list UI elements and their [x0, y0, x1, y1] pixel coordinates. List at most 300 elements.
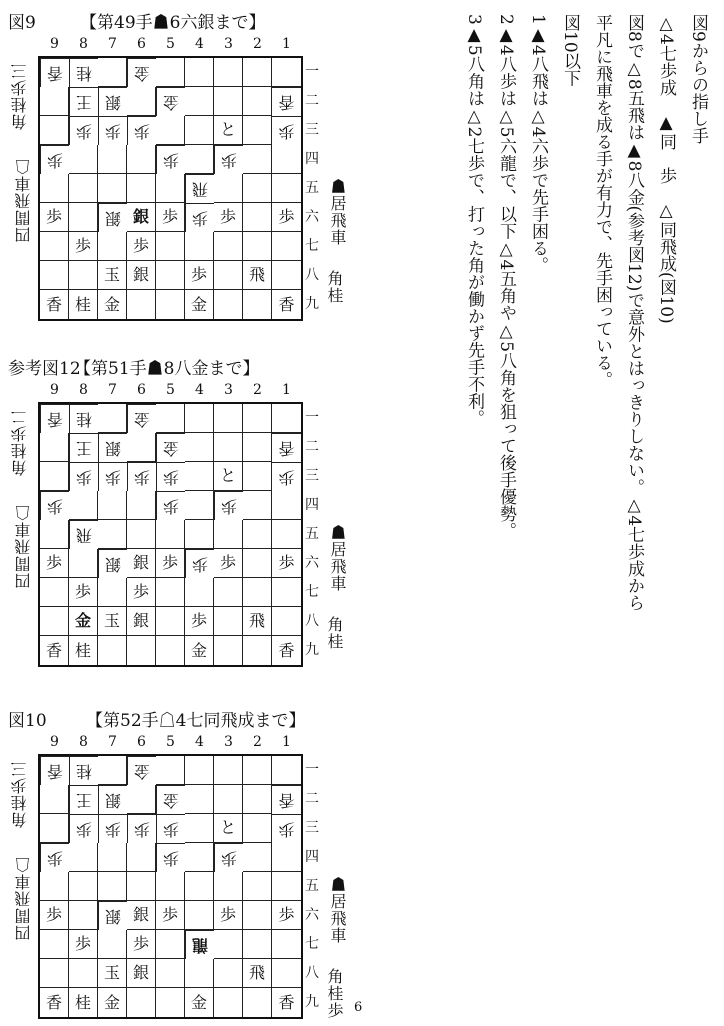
board-square [185, 462, 214, 491]
board-square [185, 145, 214, 174]
board-square [243, 491, 272, 520]
board-square [185, 58, 214, 87]
file-label: 7 [108, 36, 117, 52]
board-square [272, 58, 301, 87]
shogi-piece: 金 [156, 87, 185, 116]
file-label: 2 [253, 734, 262, 750]
gote-hand: 角桂歩三 [10, 62, 29, 130]
board-square [98, 404, 127, 433]
shogi-piece: 歩 [214, 145, 243, 174]
board-square [69, 145, 98, 174]
file-label: 8 [79, 36, 88, 52]
commentary-paragraph: 図8で△8五飛は▲8八金(参考図12)で意外とはっきりしない。△4七歩成から [624, 14, 644, 612]
diagram-label: 参考図12 [8, 359, 81, 379]
shogi-piece: 桂 [69, 404, 98, 433]
shogi-piece: 銀 [127, 607, 156, 636]
board-square [40, 520, 69, 549]
commentary-heading: 図9からの指し手 [688, 14, 708, 144]
shogi-piece: 香 [278, 640, 295, 660]
rank-label: 二 [305, 791, 319, 807]
rank-label: 三 [305, 122, 319, 138]
shogi-piece: 歩 [185, 549, 214, 578]
shogi-piece: 歩 [69, 814, 98, 843]
shogi-piece: 香 [272, 785, 301, 814]
board-square [185, 232, 214, 261]
board-square [243, 872, 272, 901]
file-label: 6 [137, 36, 146, 52]
board-square [69, 261, 98, 290]
board-square [156, 58, 185, 87]
shogi-piece: 金 [185, 636, 214, 665]
board-square [243, 520, 272, 549]
board-square [127, 988, 156, 1017]
commentary-text [458, 14, 714, 974]
shogi-piece: 歩 [156, 901, 185, 930]
board-square [156, 872, 185, 901]
shogi-piece: 銀 [98, 433, 127, 462]
board-square [156, 578, 185, 607]
board-square [156, 261, 185, 290]
shogi-piece: 銀 [98, 901, 127, 930]
shogi-piece: 桂 [69, 58, 98, 87]
gote-hand: 角桂歩三 [10, 760, 29, 828]
board-square [185, 433, 214, 462]
rank-label: 一 [305, 762, 319, 778]
file-label: 8 [79, 382, 88, 398]
rank-label: 九 [305, 994, 319, 1010]
board-square [69, 843, 98, 872]
shogi-piece: 歩 [69, 930, 98, 959]
shogi-piece: 飛 [69, 520, 98, 549]
shogi-piece: 歩 [272, 549, 301, 578]
board-square [272, 520, 301, 549]
board-square [69, 549, 98, 578]
board-square [40, 462, 69, 491]
shogi-piece: 歩 [127, 232, 156, 261]
board-square [185, 959, 214, 988]
board-square [272, 261, 301, 290]
shogi-piece: 金 [98, 988, 127, 1017]
board-square [214, 174, 243, 203]
board-square [214, 785, 243, 814]
shogi-piece: 歩 [214, 901, 243, 930]
shogi-piece: 歩 [98, 462, 127, 491]
shogi-piece: 銀 [98, 203, 127, 232]
shogi-piece: 歩 [185, 261, 214, 290]
shogi-piece: 銀 [127, 901, 156, 930]
board-square [243, 232, 272, 261]
board-square [69, 959, 98, 988]
board-square [214, 959, 243, 988]
rank-label: 二 [305, 93, 319, 109]
shogi-piece: 香 [40, 756, 69, 785]
diagram-caption: 【第52手☖4七同飛成まで】 [86, 711, 306, 731]
board-square [243, 174, 272, 203]
commentary-paragraph: 1▲4八飛は△4六歩で先手困る。 [528, 14, 548, 274]
board-square [98, 930, 127, 959]
board-square [40, 872, 69, 901]
shogi-piece: 王 [69, 433, 98, 462]
file-label: 9 [50, 382, 59, 398]
shogi-piece: 龍 [185, 930, 214, 959]
board-square [156, 520, 185, 549]
sente-player-label: ☗居飛車 [328, 524, 347, 592]
shogi-piece: 飛 [185, 174, 214, 203]
file-label: 7 [108, 382, 117, 398]
board-square [243, 116, 272, 145]
board-square [243, 814, 272, 843]
rank-labels [302, 58, 322, 319]
board-square [214, 520, 243, 549]
board-square [214, 872, 243, 901]
shogi-piece: 歩 [272, 203, 301, 232]
shogi-piece: 歩 [156, 491, 185, 520]
board-square [214, 87, 243, 116]
gote-hand: 角桂歩二 [10, 408, 29, 476]
shogi-piece: 歩 [156, 203, 185, 232]
board-square [214, 930, 243, 959]
board-square [185, 578, 214, 607]
board-square [40, 959, 69, 988]
board-square [40, 232, 69, 261]
board-square [214, 756, 243, 785]
board-square [40, 433, 69, 462]
board-square [156, 988, 185, 1017]
rank-label: 七 [305, 238, 319, 254]
file-labels [40, 36, 301, 56]
board-square [243, 58, 272, 87]
shogi-piece: 王 [69, 87, 98, 116]
board-square [156, 930, 185, 959]
board-square [272, 232, 301, 261]
board-square [243, 203, 272, 232]
shogi-piece: と [214, 116, 243, 145]
shogi-piece: 香 [278, 992, 295, 1012]
shogi-piece: 歩 [40, 549, 69, 578]
board-square [127, 636, 156, 665]
gote-player-label: 四間飛車☖ [14, 158, 33, 243]
diagram-reference-12 [8, 354, 348, 674]
file-label: 8 [79, 734, 88, 750]
board-square [185, 520, 214, 549]
sente-hand: 角桂 [325, 270, 344, 304]
file-label: 5 [166, 36, 175, 52]
shogi-piece: 歩 [156, 145, 185, 174]
board-square [243, 462, 272, 491]
board-square [40, 930, 69, 959]
rank-label: 八 [305, 613, 319, 629]
shogi-piece: 歩 [156, 843, 185, 872]
board-square [272, 756, 301, 785]
board-square [127, 433, 156, 462]
gote-player-label: 四間飛車☖ [14, 856, 33, 941]
sente-hand: 角桂 [325, 616, 344, 650]
board-square [185, 901, 214, 930]
board-square [272, 930, 301, 959]
board-square [156, 232, 185, 261]
board-square [156, 174, 185, 203]
file-label: 3 [224, 734, 233, 750]
diagram-caption: 【第51手☗8八金まで】 [74, 359, 260, 379]
board-square [40, 607, 69, 636]
board-square [40, 578, 69, 607]
shogi-piece: 歩 [40, 901, 69, 930]
shogi-piece: 歩 [40, 491, 69, 520]
board-square [185, 814, 214, 843]
board-square [127, 174, 156, 203]
board-square [40, 87, 69, 116]
shogi-piece: 銀 [127, 549, 156, 578]
board-square [243, 433, 272, 462]
board-square [98, 491, 127, 520]
rank-label: 七 [305, 936, 319, 952]
shogi-piece: 香 [40, 58, 69, 87]
board-square [185, 116, 214, 145]
shogi-piece: 飛 [243, 607, 272, 636]
file-label: 3 [224, 36, 233, 52]
board-square [127, 872, 156, 901]
board-square [214, 232, 243, 261]
shogi-piece: 歩 [214, 549, 243, 578]
board-square [98, 578, 127, 607]
board-square [214, 58, 243, 87]
shogi-piece: 桂 [69, 290, 98, 319]
board-square [243, 843, 272, 872]
shogi-piece: 金 [127, 404, 156, 433]
rank-label: 四 [305, 151, 319, 167]
shogi-piece: 玉 [98, 959, 127, 988]
shogi-piece: 玉 [98, 261, 127, 290]
board-square [69, 203, 98, 232]
board-square [156, 116, 185, 145]
board-square [127, 785, 156, 814]
shogi-piece: 歩 [156, 549, 185, 578]
shogi-piece: 金 [156, 785, 185, 814]
board-square [156, 636, 185, 665]
shogi-piece: 歩 [156, 814, 185, 843]
shogi-piece: 金 [185, 988, 214, 1017]
file-label: 3 [224, 382, 233, 398]
board-square [98, 636, 127, 665]
diagram-10 [8, 706, 348, 1026]
shogi-piece: 歩 [69, 578, 98, 607]
board-square [185, 872, 214, 901]
board-square [127, 87, 156, 116]
shogi-piece: 香 [278, 294, 295, 314]
board-square [214, 578, 243, 607]
rank-label: 五 [305, 878, 319, 894]
shogi-piece: 歩 [156, 462, 185, 491]
board-square [214, 636, 243, 665]
sente-player-label: ☗居飛車 [328, 876, 347, 944]
rank-label: 六 [305, 209, 319, 225]
board-square [214, 988, 243, 1017]
board-square [98, 232, 127, 261]
shogi-piece: 王 [69, 785, 98, 814]
rank-label: 四 [305, 497, 319, 513]
board-square [98, 174, 127, 203]
rank-label: 八 [305, 267, 319, 283]
board-square [127, 843, 156, 872]
board-square [185, 756, 214, 785]
board-square [214, 404, 243, 433]
rank-label: 三 [305, 468, 319, 484]
board-square [98, 58, 127, 87]
file-label: 4 [195, 382, 204, 398]
board-square [156, 290, 185, 319]
shogi-piece: 歩 [98, 116, 127, 145]
shogi-piece: と [214, 462, 243, 491]
board-square [214, 607, 243, 636]
rank-label: 三 [305, 820, 319, 836]
board-square [127, 520, 156, 549]
shogi-piece: 歩 [40, 145, 69, 174]
file-label: 5 [166, 382, 175, 398]
shogi-piece: 金 [127, 58, 156, 87]
board-square [185, 785, 214, 814]
shogi-piece: 銀 [127, 959, 156, 988]
gote-player-label: 四間飛車☖ [14, 504, 33, 589]
shogi-piece: 銀 [127, 261, 156, 290]
board-square [40, 174, 69, 203]
commentary-paragraph: 3▲5八角は△2七歩で、打った角が働かず先手不利。 [464, 14, 484, 427]
shogi-piece: 歩 [272, 116, 301, 145]
rank-label: 二 [305, 439, 319, 455]
board-square [243, 145, 272, 174]
shogi-piece: 歩 [127, 462, 156, 491]
shogi-piece: 歩 [127, 814, 156, 843]
file-labels [40, 382, 301, 402]
board-square [69, 491, 98, 520]
board-square [243, 87, 272, 116]
rank-label: 六 [305, 907, 319, 923]
shogi-piece: 歩 [185, 607, 214, 636]
shogi-piece: 玉 [98, 607, 127, 636]
board-square [243, 756, 272, 785]
page-number: 6 [354, 1000, 363, 1015]
shogi-piece: 金 [127, 756, 156, 785]
board-square [69, 872, 98, 901]
shogi-piece: 銀 [98, 87, 127, 116]
board-square [272, 607, 301, 636]
board-square [40, 785, 69, 814]
shogi-piece: 桂 [69, 636, 98, 665]
commentary-paragraph: 平凡に飛車を成る手が有力で、先手困っている。 [592, 14, 612, 388]
commentary-moves: △4七歩成 ▲同 歩 △同飛成(図10) [656, 14, 676, 324]
shogi-piece: 歩 [69, 462, 98, 491]
file-label: 9 [50, 734, 59, 750]
shogi-piece: 香 [40, 290, 69, 319]
file-labels [40, 734, 301, 754]
file-label: 6 [137, 734, 146, 750]
board-square [243, 290, 272, 319]
rank-label: 七 [305, 584, 319, 600]
rank-label: 五 [305, 180, 319, 196]
board-square [185, 843, 214, 872]
shogi-piece: 香 [272, 433, 301, 462]
shogi-piece: 歩 [185, 203, 214, 232]
board-square [156, 404, 185, 433]
board-square [243, 930, 272, 959]
shogi-piece: 桂 [69, 988, 98, 1017]
shogi-piece: 金 [98, 290, 127, 319]
rank-label: 九 [305, 296, 319, 312]
sente-player-label: ☗居飛車 [328, 178, 347, 246]
board-square [69, 901, 98, 930]
shogi-piece: 歩 [69, 116, 98, 145]
diagram-label: 図9 [8, 13, 36, 33]
shogi-piece: 香 [40, 404, 69, 433]
shogi-piece: と [214, 814, 243, 843]
shogi-piece: 歩 [40, 203, 69, 232]
board-square [40, 116, 69, 145]
shogi-piece: 歩 [127, 116, 156, 145]
shogi-board [38, 402, 303, 667]
shogi-piece: 歩 [40, 843, 69, 872]
sente-hand: 角桂歩 [325, 968, 344, 1019]
shogi-board [38, 754, 303, 1019]
commentary-paragraph: 2▲4八歩は△5六龍で、以下△4五角や△5八角を狙って後手優勢。 [496, 14, 516, 540]
board-square [69, 174, 98, 203]
shogi-piece: 銀 [98, 785, 127, 814]
board-square [243, 578, 272, 607]
file-label: 7 [108, 734, 117, 750]
rank-label: 一 [305, 410, 319, 426]
diagram-caption: 【第49手☗6六銀まで】 [80, 13, 266, 33]
board-square [127, 145, 156, 174]
board-square [98, 843, 127, 872]
shogi-piece: 歩 [214, 203, 243, 232]
shogi-piece: 歩 [272, 901, 301, 930]
file-label: 6 [137, 382, 146, 398]
shogi-piece: 歩 [127, 930, 156, 959]
rank-label: 一 [305, 64, 319, 80]
board-square [156, 959, 185, 988]
rank-label: 五 [305, 526, 319, 542]
rank-label: 九 [305, 642, 319, 658]
shogi-piece: 香 [40, 636, 69, 665]
board-square [185, 491, 214, 520]
board-square [185, 404, 214, 433]
diagram-9 [8, 8, 348, 328]
board-square [214, 261, 243, 290]
board-square [185, 87, 214, 116]
shogi-piece: 銀 [127, 203, 156, 232]
board-square [127, 290, 156, 319]
file-label: 4 [195, 734, 204, 750]
board-square [272, 959, 301, 988]
file-label: 1 [282, 36, 291, 52]
board-square [272, 404, 301, 433]
board-square [214, 290, 243, 319]
shogi-piece: 銀 [98, 549, 127, 578]
rank-label: 八 [305, 965, 319, 981]
shogi-piece: 金 [69, 607, 98, 636]
board-square [272, 578, 301, 607]
board-square [156, 756, 185, 785]
board-square [214, 433, 243, 462]
shogi-piece: 歩 [214, 843, 243, 872]
board-square [272, 843, 301, 872]
board-square [40, 261, 69, 290]
board-square [272, 491, 301, 520]
board-square [98, 756, 127, 785]
board-square [98, 520, 127, 549]
board-square [243, 785, 272, 814]
board-square [272, 145, 301, 174]
board-square [243, 549, 272, 578]
board-square [243, 404, 272, 433]
